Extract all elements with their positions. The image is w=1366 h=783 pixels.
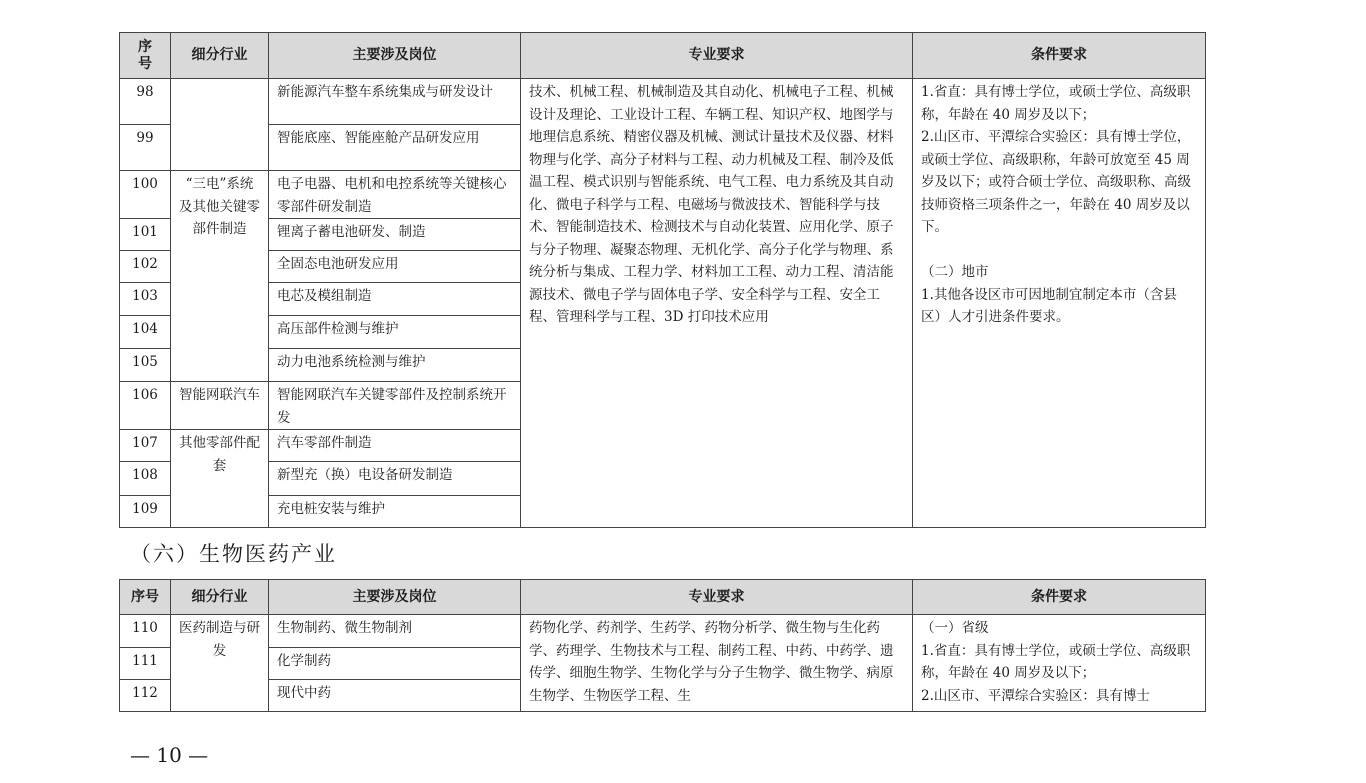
col-header-no: 序号	[120, 580, 171, 615]
page-number: — 10 —	[130, 743, 209, 767]
position-cell: 汽车零部件制造	[269, 430, 521, 462]
row-number: 104	[120, 316, 171, 349]
col-header-position: 主要涉及岗位	[269, 580, 521, 615]
position-cell: 智能网联汽车关键零部件及控制系统开发	[269, 382, 521, 430]
condition-subheading: （二）地市	[921, 264, 989, 281]
row-number: 105	[120, 349, 171, 382]
position-cell: 高压部件检测与维护	[269, 316, 521, 349]
col-header-industry: 细分行业	[171, 33, 269, 79]
col-header-position: 主要涉及岗位	[269, 33, 521, 79]
row-number: 100	[120, 171, 171, 219]
industry-cell: 智能网联汽车	[171, 382, 269, 430]
position-cell: 电子电器、电机和电控系统等关键核心零部件研发制造	[269, 171, 521, 219]
col-header-industry: 细分行业	[171, 580, 269, 615]
major-requirements-cell: 技术、机械工程、机械制造及其自动化、机械电子工程、机械设计及理论、工业设计工程、车辆工程、知识产权、地图学与地理信息系统、精密仪器及机械、测试计量技术及仪器、材料物理与化学、高分子材料与工程、动力机械及工程、制冷及低温工程、模式识别与智能系统、电气工程、电力系统及其自动化、微电子科学与工程、电磁场与微波技术、智能科学与技术、智能制造技术、检测技术与自动化装置、应用化学、原子与分子物理、凝聚态物理、无机化学、高分子化学与物理、系统分析与集成、工程力学、材料加工工程、动力工程、清洁能源技术、微电子学与固体电子学、安全科学与工程、安全工程、管理科学与工程、3D 打印技术应用	[521, 79, 913, 528]
row-number: 106	[120, 382, 171, 430]
position-cell: 动力电池系统检测与维护	[269, 349, 521, 382]
condition-subheading: （一）省级	[921, 620, 989, 636]
major-requirements-cell: 药物化学、药剂学、生药学、药物分析学、微生物与生化药学、药理学、生物技术与工程、制药工程、中药、中药学、遗传学、细胞生物学、生物化学与分子生物学、微生物学、病原生物学、生物医学工程、生	[521, 615, 913, 712]
industry-cell: 医药制造与研发	[171, 615, 269, 712]
row-number: 101	[120, 219, 171, 251]
position-cell: 新能源汽车整车系统集成与研发设计	[269, 79, 521, 125]
position-cell: 全固态电池研发应用	[269, 251, 521, 283]
industry-cell: “三电”系统及其他关键零部件制造	[171, 171, 269, 382]
condition-paragraph: 1.省直：具有博士学位，或硕士学位、高级职称，年龄在 40 周岁及以下；	[921, 642, 1191, 681]
paragraph-gap	[921, 239, 1197, 262]
section-title: （六）生物医药产业	[130, 542, 337, 566]
row-number: 112	[120, 680, 171, 712]
col-header-major: 专业要求	[521, 580, 913, 615]
conditions-cell	[913, 79, 1206, 528]
row-number: 111	[120, 648, 171, 680]
table-row	[120, 79, 1206, 125]
industry-talent-table-biomedicine	[119, 579, 1206, 712]
col-header-no: 序 号	[120, 33, 171, 79]
position-cell: 新型充（换）电设备研发制造	[269, 462, 521, 496]
position-cell: 锂离子蓄电池研发、制造	[269, 219, 521, 251]
position-cell: 化学制药	[269, 648, 521, 680]
conditions-cell	[913, 615, 1206, 712]
table-header-row	[120, 33, 1206, 79]
col-header-conditions: 条件要求	[913, 580, 1206, 615]
industry-cell	[171, 79, 269, 171]
row-number: 103	[120, 283, 171, 316]
condition-paragraph: 2.山区市、平潭综合实验区：具有博士学位，或硕士学位、高级职称，年龄可放宽至 45 周岁及以下；或符合硕士学位、高级职称、高级技师资格三项条件之一，年龄在 40 周岁及以下。	[921, 129, 1191, 235]
position-cell: 电芯及模组制造	[269, 283, 521, 316]
condition-paragraph: 1.其他各设区市可因地制宜制定本市（含县区）人才引进条件要求。	[921, 286, 1177, 326]
industry-talent-table-auto	[119, 32, 1206, 528]
row-number: 98	[120, 79, 171, 125]
condition-paragraph: 1.省直：具有博士学位，或硕士学位、高级职称，年龄在 40 周岁及以下；	[921, 84, 1191, 123]
row-number: 108	[120, 462, 171, 496]
table-header-row	[120, 580, 1206, 615]
position-cell: 现代中药	[269, 680, 521, 712]
position-cell: 智能底座、智能座舱产品研发应用	[269, 125, 521, 171]
row-number: 109	[120, 496, 171, 528]
industry-cell: 其他零部件配套	[171, 430, 269, 528]
condition-paragraph: 2.山区市、平潭综合实验区：具有博士	[921, 687, 1150, 704]
row-number: 102	[120, 251, 171, 283]
position-cell: 充电桩安装与维护	[269, 496, 521, 528]
row-number: 99	[120, 125, 171, 171]
col-header-conditions: 条件要求	[913, 33, 1206, 79]
row-number: 107	[120, 430, 171, 462]
position-cell: 生物制药、微生物制剂	[269, 615, 521, 648]
table-row	[120, 615, 1206, 648]
row-number: 110	[120, 615, 171, 648]
col-header-major: 专业要求	[521, 33, 913, 79]
